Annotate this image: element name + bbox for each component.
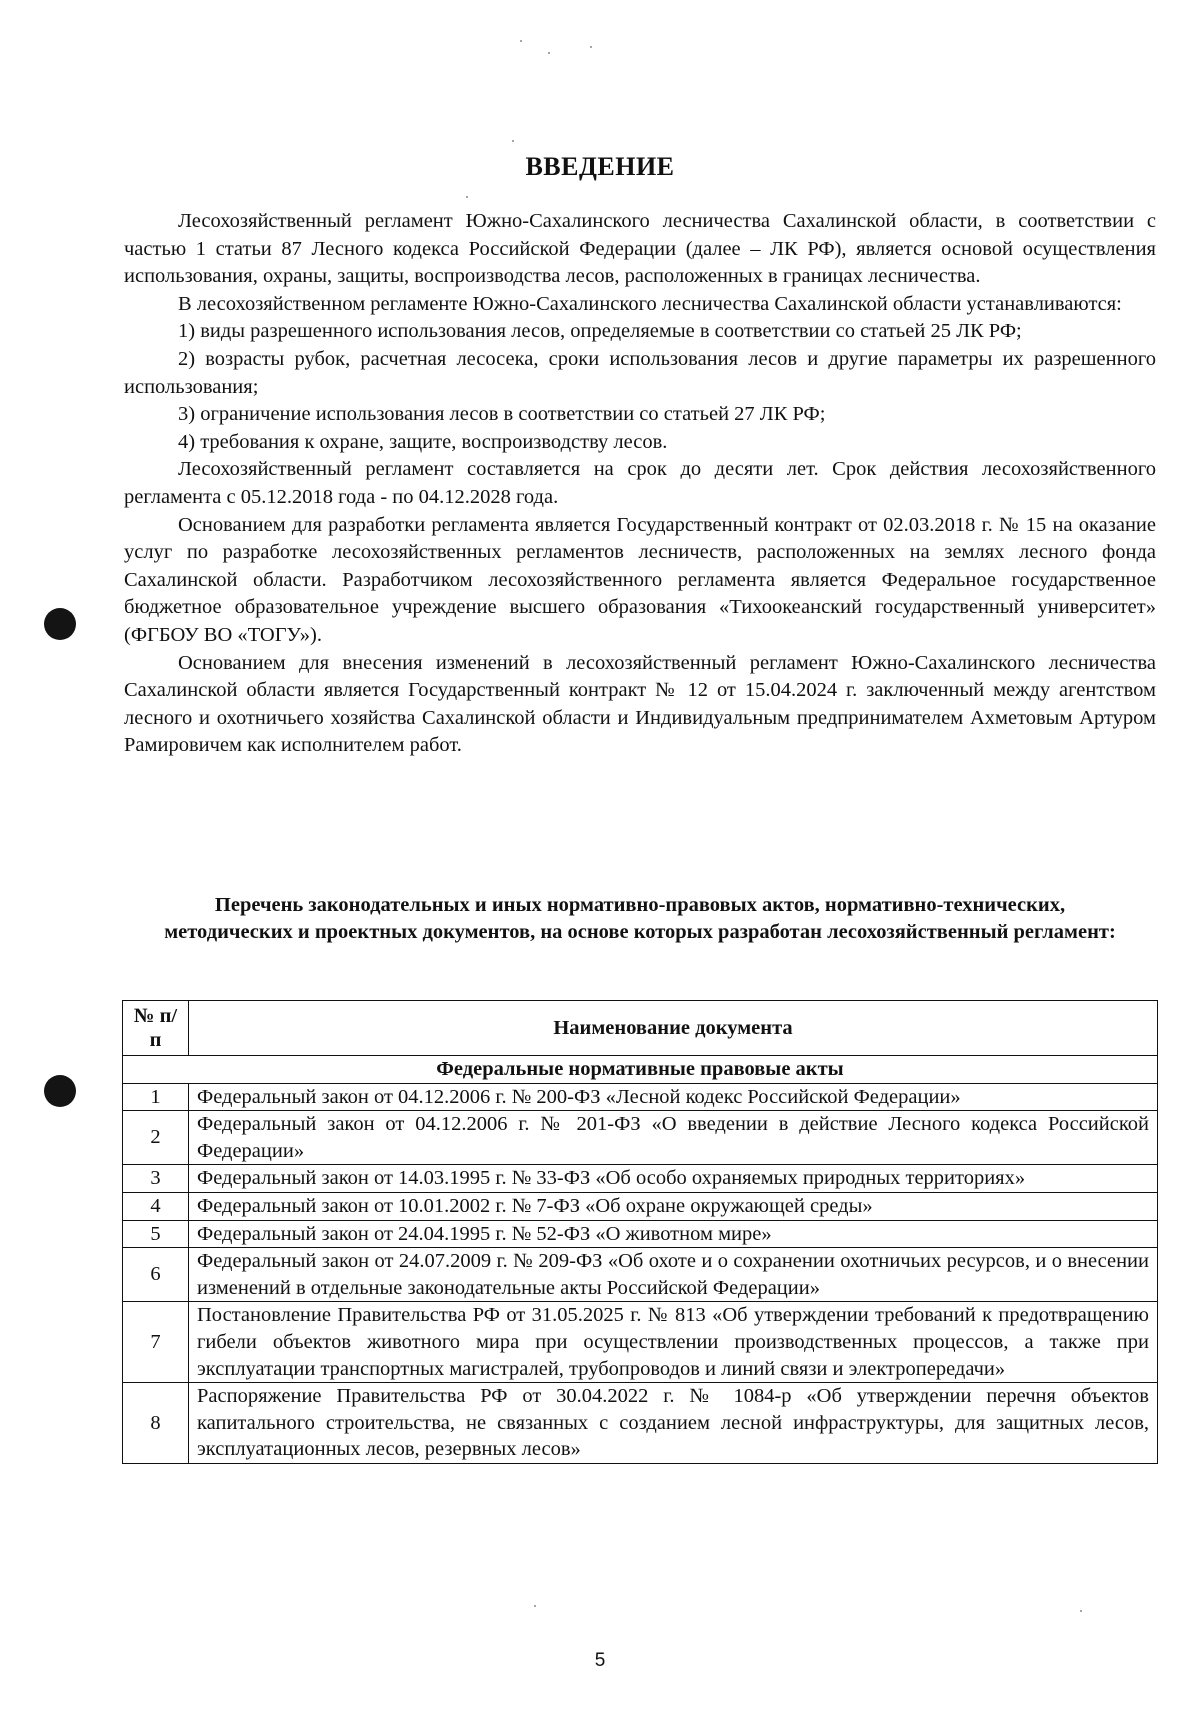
scan-speck xyxy=(512,140,514,142)
documents-list-title: Перечень законодательных и иных нормативно-правовых актов, нормативно-технических, методических и проектных документов, на основе которых разработан лесохозяйственный регламент: xyxy=(164,894,1116,943)
table-row xyxy=(123,1165,1158,1193)
intro-list-item: 4) требования к охране, защите, воспроизводству лесов. xyxy=(178,430,668,453)
intro-paragraph: Лесохозяйственный регламент составляется на срок до десяти лет. Срок действия лесохозяйственного регламента с 05.12.2018 года - по 04.12.2028 года. xyxy=(124,458,1156,508)
scan-speck xyxy=(466,196,468,198)
documents-table xyxy=(122,1000,1158,1464)
row-document-name: Федеральный закон от 14.03.1995 г. № 33-ФЗ «Об особо охраняемых природных территориях» xyxy=(189,1165,1158,1193)
table-header-row xyxy=(123,1001,1158,1056)
intro-list-item: 1) виды разрешенного использования лесов, определяемые в соответствии со статьей 25 ЛК РФ; xyxy=(178,320,1022,343)
intro-list-item: 3) ограничение использования лесов в соответствии со статьей 27 ЛК РФ; xyxy=(178,403,826,426)
table-row xyxy=(123,1248,1158,1302)
row-number: 2 xyxy=(123,1111,189,1165)
intro-list-item: 2) возрасты рубок, расчетная лесосека, сроки использования лесов и другие параметры их разрешенного использования; xyxy=(124,347,1156,398)
row-document-name: Федеральный закон от 24.07.2009 г. № 209-ФЗ «Об охоте и о сохранении охотничьих ресурсов, и о внесении изменений в отдельные законодательные акты Российской Федерации» xyxy=(189,1248,1158,1302)
row-document-name: Федеральный закон от 24.04.1995 г. № 52-ФЗ «О животном мире» xyxy=(189,1220,1158,1248)
table-row xyxy=(123,1220,1158,1248)
scan-speck xyxy=(590,46,592,48)
row-document-name: Постановление Правительства РФ от 31.05.2025 г. № 813 «Об утверждении требований к предотвращению гибели объектов животного мира при осуществлении производственных процессов, а также при эксплуатации транспортных магистралей, трубопроводов и линий связи и электропередачи» xyxy=(189,1302,1158,1383)
binder-hole xyxy=(44,608,76,640)
section-title: Федеральные нормативные правовые акты xyxy=(123,1056,1158,1084)
intro-paragraph: Основанием для внесения изменений в лесохозяйственный регламент Южно-Сахалинского лесничества Сахалинской области является Государственный контракт № 12 от 15.04.2024 г. заключенный между агентством лесного и охотничьего хозяйства Сахалинской области и Индивидуальным предпринимателем Ахметовым Артуром Рамировичем как исполнителем работ. xyxy=(124,651,1156,757)
table-row xyxy=(123,1111,1158,1165)
row-number: 5 xyxy=(123,1220,189,1248)
introduction-text xyxy=(124,208,1156,760)
row-number: 6 xyxy=(123,1248,189,1302)
page-title: ВВЕДЕНИЕ xyxy=(525,152,675,181)
row-document-name: Федеральный закон от 04.12.2006 г. № 200-ФЗ «Лесной кодекс Российской Федерации» xyxy=(189,1083,1158,1111)
row-number: 3 xyxy=(123,1165,189,1193)
row-number: 4 xyxy=(123,1192,189,1220)
intro-paragraph: Лесохозяйственный регламент Южно-Сахалинского лесничества Сахалинской области, в соответствии с частью 1 статьи 87 Лесного кодекса Российской Федерации (далее – ЛК РФ), является основой осуществления использования, охраны, защиты, воспроизводства лесов, расположенных в границах лесничества. xyxy=(124,210,1156,288)
scan-speck xyxy=(548,52,550,54)
table-row xyxy=(123,1383,1158,1464)
header-number: № п/п xyxy=(123,1001,189,1056)
row-document-name: Федеральный закон от 10.01.2002 г. № 7-ФЗ «Об охране окружающей среды» xyxy=(189,1192,1158,1220)
table-row xyxy=(123,1083,1158,1111)
scan-speck xyxy=(1080,1610,1082,1612)
page-number: 5 xyxy=(594,1650,606,1671)
intro-paragraph: В лесохозяйственном регламенте Южно-Сахалинского лесничества Сахалинской области устанавливаются: xyxy=(178,292,1122,315)
binder-hole xyxy=(44,1075,76,1107)
scan-speck xyxy=(534,1605,536,1607)
table-row xyxy=(123,1302,1158,1383)
row-document-name: Федеральный закон от 04.12.2006 г. № 201-ФЗ «О введении в действие Лесного кодекса Российской Федерации» xyxy=(189,1111,1158,1165)
row-document-name: Распоряжение Правительства РФ от 30.04.2022 г. № 1084-р «Об утверждении перечня объектов капитального строительства, не связанных с созданием лесной инфраструктуры, для защитных лесов, эксплуатационных лесов, резервных лесов» xyxy=(189,1383,1158,1464)
row-number: 8 xyxy=(123,1383,189,1464)
scan-speck xyxy=(520,40,522,42)
row-number: 1 xyxy=(123,1083,189,1111)
row-number: 7 xyxy=(123,1302,189,1383)
intro-paragraph: Основанием для разработки регламента является Государственный контракт от 02.03.2018 г. № 15 на оказание услуг по разработке лесохозяйственных регламентов лесничеств, расположенных на землях лесного фонда Сахалинской области. Разработчиком лесохозяйственного регламента является Федеральное государственное бюджетное образовательное учреждение высшего образования «Тихоокеанский государственный университет» (ФГБОУ ВО «ТОГУ»). xyxy=(124,513,1156,646)
table-section-row xyxy=(123,1056,1158,1084)
table-row xyxy=(123,1192,1158,1220)
header-document-name: Наименование документа xyxy=(189,1001,1158,1056)
